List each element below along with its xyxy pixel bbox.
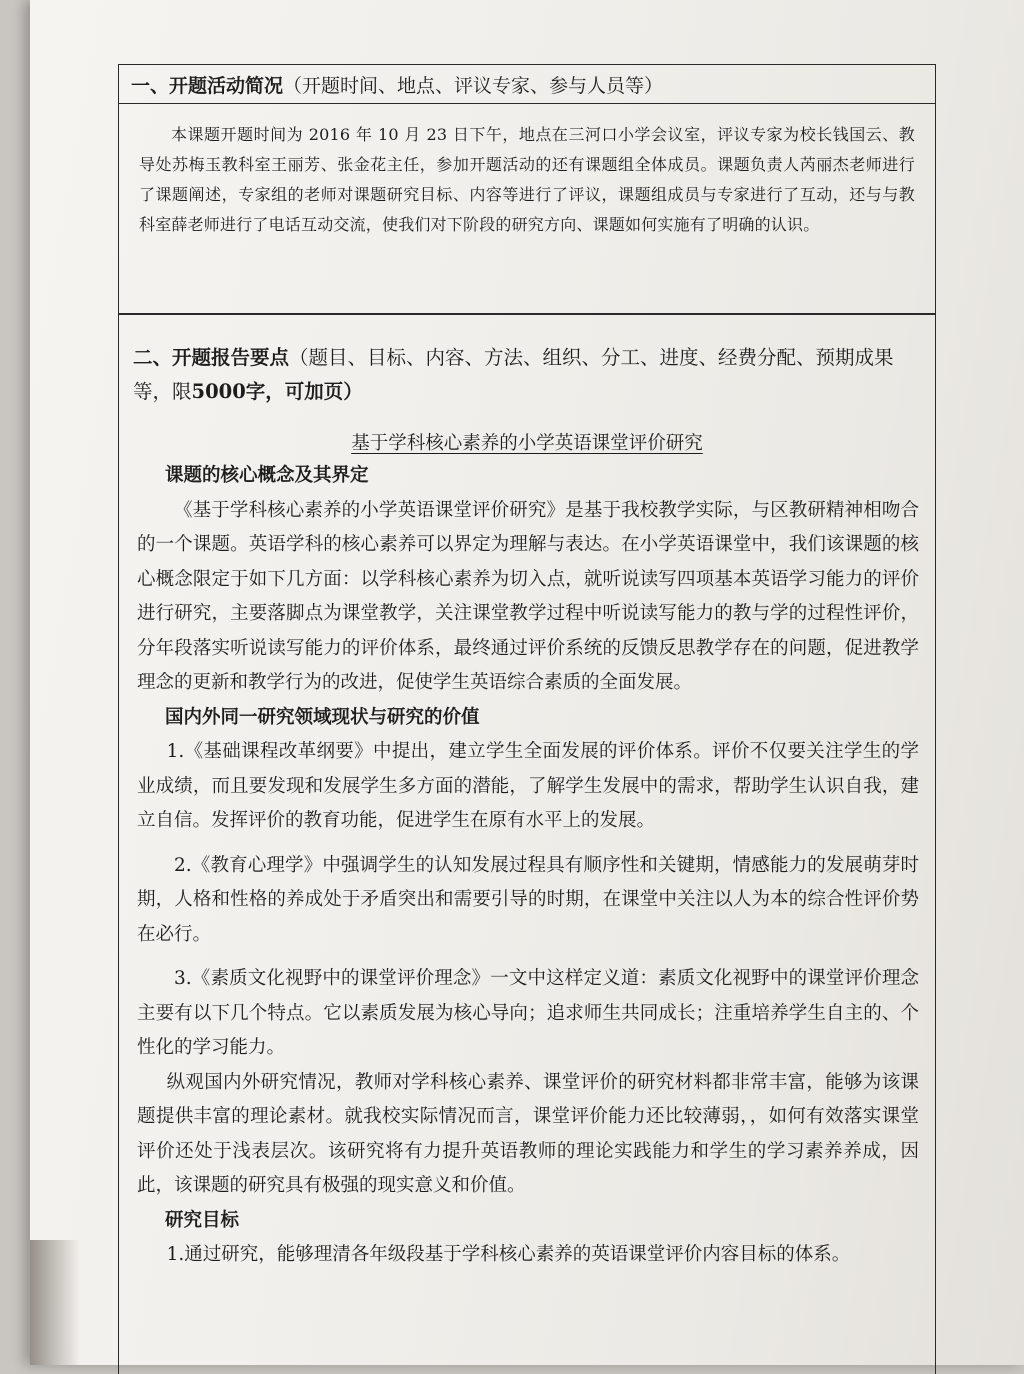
document-page xyxy=(30,0,1024,1365)
page-shadow xyxy=(30,1240,80,1365)
status-item-1: 1.《基础课程改革纲要》中提出，建立学生全面发展的评价体系。评价不仅要关注学生的学业成绩，而且要发现和发展学生多方面的潜能，了解学生发展中的需求，帮助学生认识自我，建立自信。发挥评价的教育功能，促进学生在原有水平上的发展。 xyxy=(137,741,919,831)
subheading-status: 国内外同一研究领域现状与研究的价值 xyxy=(165,706,480,728)
section1-body: 本课题开题时间为 2016 年 10 月 23 日下午，地点在三河口小学会议室，评议专家为校长钱国云、教导处苏梅玉教科室王丽芳、张金花主任，参加开题活动的还有课题组全体成员。课题负责人芮丽杰老师进行了课题阐述，专家组的老师对课题研究目标、内容等进行了评议，课题组成员与专家进行了互动，还与与教科室薛老师进行了电话互动交流，使我们对下阶段的研究方向、课题如何实施有了明确的认识。 xyxy=(139,125,915,234)
section1-heading xyxy=(119,65,935,104)
section2-heading-limit: 5000 xyxy=(191,380,246,403)
report-title xyxy=(119,429,935,459)
section2-heading-tail: 字，可加页） xyxy=(245,380,363,403)
goal-item-1: 1.通过研究，能够理清各年级段基于学科核心素养的英语课堂评价内容目标的体系。 xyxy=(166,1244,851,1265)
status-item-3: 3.《素质文化视野中的课堂评价理念》一文中这样定义道：素质文化视野中的课堂评价理念主要有以下几个特点。它以素质发展为核心导向；追求师生共同成长；注重培养学生自主的、个性化的学习能力。 xyxy=(137,968,919,1058)
section-activity-overview xyxy=(118,64,936,314)
report-content xyxy=(137,459,919,1273)
concept-paragraph: 《基于学科核心素养的小学英语课堂评价研究》是基于我校教学实际，与区教研精神相吻合的一个课题。英语学科的核心素养可以界定为理解与表达。在小学英语课堂中，我们该课题的核心概念限定于如下几方面：以学科核心素养为切入点，就听说读写四项基本英语学习能力的评价进行研究，主要落脚点为课堂教学，关注课堂教学过程中听说读写能力的教与学的过程性评价，分年段落实听说读写能力的评价体系，最终通过评价系统的反馈反思教学存在的问题，促进教学理念的更新和教学行为的改进，促使学生英语综合素质的全面发展。 xyxy=(137,499,919,693)
subheading-goal: 研究目标 xyxy=(165,1209,240,1231)
section1-heading-bold: 一、开题活动简况 xyxy=(131,74,284,97)
section2-heading-bold: 二、开题报告要点 xyxy=(133,346,290,369)
section-report-points xyxy=(118,314,936,1374)
section1-heading-rest: （开题时间、地点、评议专家、参与人员等） xyxy=(283,74,664,97)
subheading-concept: 课题的核心概念及其界定 xyxy=(165,465,369,486)
status-item-2: 2.《教育心理学》中强调学生的认知发展过程具有顺序性和关键期，情感能力的发展萌芽时期，人格和性格的养成处于矛盾突出和需要引导的时期，在课堂中关注以人为本的综合性评价势在必行。 xyxy=(137,854,919,945)
status-summary: 纵观国内外研究情况，教师对学科核心素养、课堂评价的研究材料都非常丰富，能够为该课题提供丰富的理论素材。就我校实际情况而言，课堂评价能力还比较薄弱，，如何有效落实课堂评价还处于浅表层次。该研究将有力提升英语教师的理论实践能力和学生的学习素养养成，因此，该课题的研究具有极强的现实意义和价值。 xyxy=(137,1071,919,1196)
section2-heading-rest: （题目、目标、内容、方法、组织、分工、进度、经费分配、预期成果等，限 xyxy=(133,346,894,403)
report-title-text: 基于学科核心素养的小学英语课堂评价研究 xyxy=(351,433,703,454)
section2-heading xyxy=(133,341,921,409)
